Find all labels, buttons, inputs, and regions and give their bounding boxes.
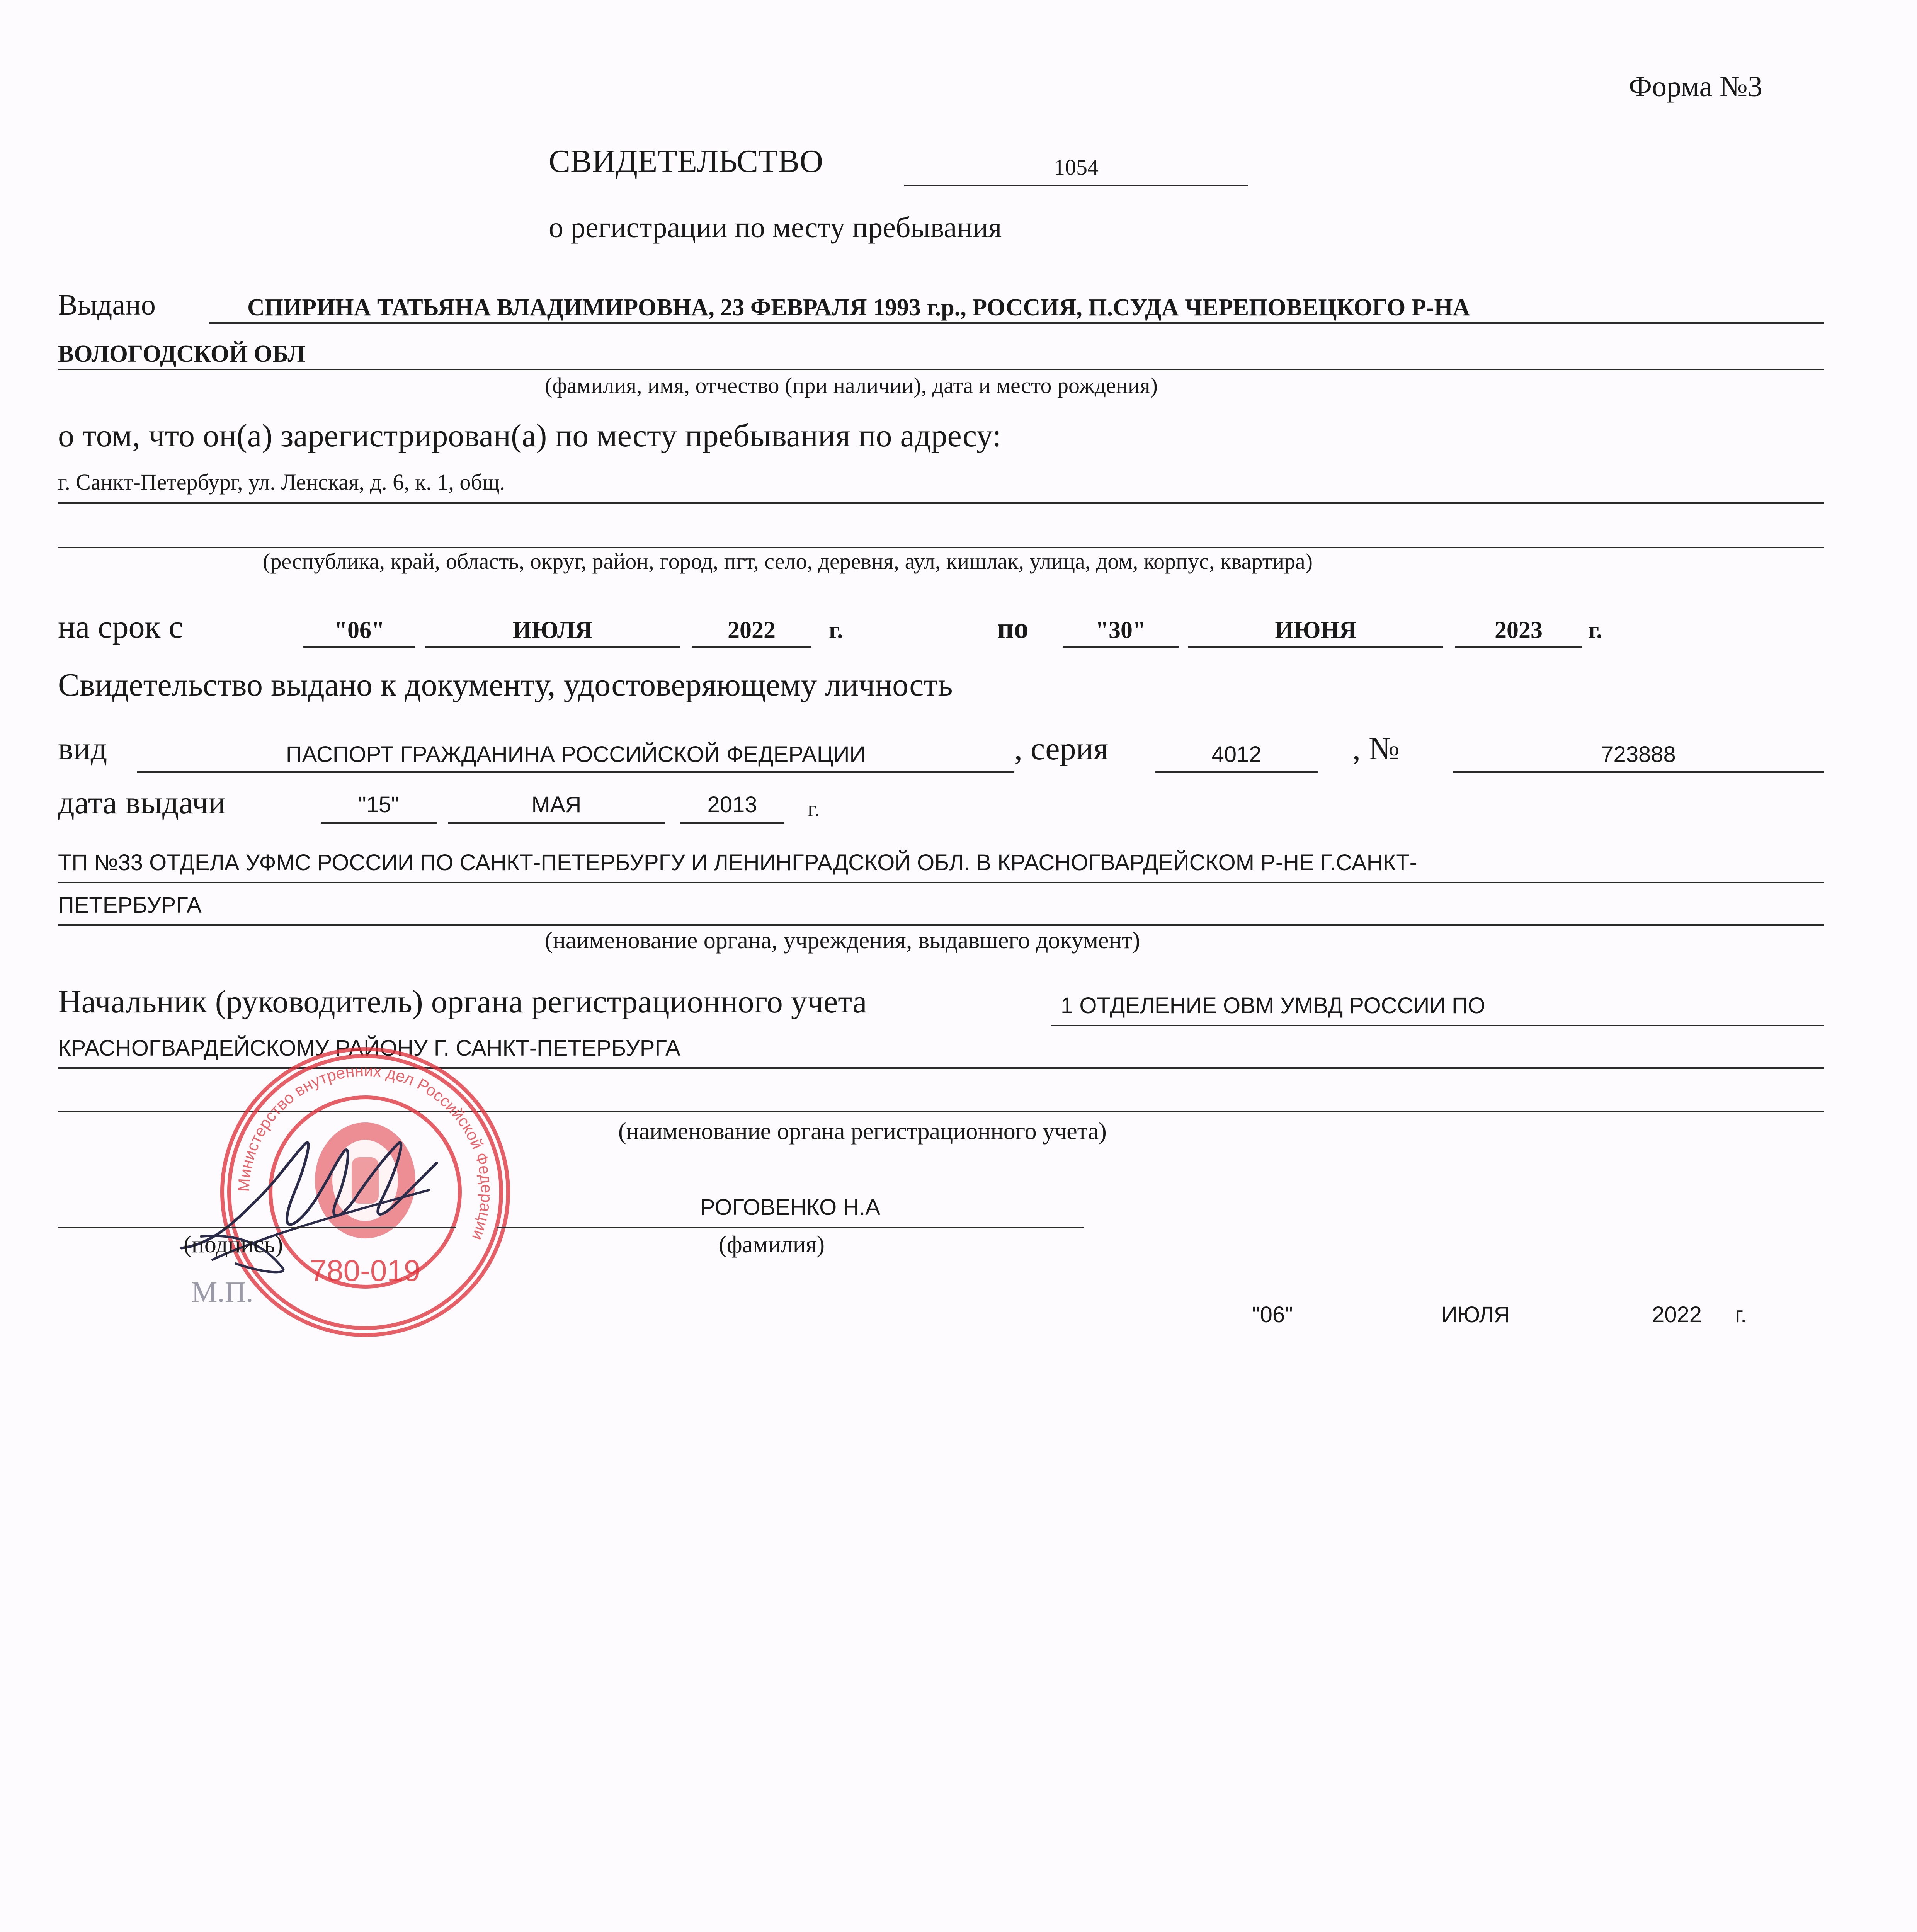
registration-office-label: Начальник (руководитель) органа регистрационного учета — [58, 984, 867, 1020]
term-to-year: 2023 — [1495, 617, 1543, 643]
issued-to-rule-1 — [209, 322, 1824, 324]
identity-doc-issue-day-line — [321, 822, 437, 824]
signing-date-suffix: г. — [1735, 1302, 1747, 1327]
identity-doc-type-label: вид — [58, 731, 107, 767]
signing-date-month: ИЮЛЯ — [1441, 1302, 1510, 1327]
signature-line — [58, 1227, 456, 1228]
identity-doc-intro: Свидетельство выдано к документу, удостоверяющему личность — [58, 667, 953, 703]
signature-caption: (подпись) — [184, 1231, 283, 1258]
term-to-day-line — [1063, 646, 1179, 648]
signing-date-day: "06" — [1252, 1302, 1293, 1327]
address-caption: (республика, край, область, округ, район, город, пгт, село, деревня, аул, кишлак, улица, дом, корпус, квартира) — [263, 549, 1313, 574]
identity-doc-series-label: , серия — [1014, 731, 1109, 767]
form-number: Форма №3 — [1629, 70, 1762, 103]
seal-place-caption: М.П. — [191, 1276, 253, 1308]
seal-ring-text: Министерство внутренних дел Российской Федерации — [234, 1061, 496, 1243]
identity-doc-number-line — [1453, 771, 1824, 773]
signing-date-year: 2022 — [1652, 1302, 1702, 1327]
identity-doc-issuer-line-1: ТП №33 ОТДЕЛА УФМС РОССИИ ПО САНКТ-ПЕТЕРБУРГУ И ЛЕНИНГРАДСКОЙ ОБЛ. В КРАСНОГВАРДЕЙСКОМ Р-НЕ Г.САНКТ- — [58, 850, 1417, 875]
term-to-day: "30" — [1095, 617, 1146, 643]
term-label: на срок с — [58, 609, 183, 645]
registration-office-rule-1 — [1051, 1025, 1824, 1026]
official-surname: РОГОВЕНКО Н.А — [700, 1195, 881, 1220]
term-to-year-line — [1455, 646, 1582, 648]
issued-to-label: Выдано — [58, 289, 156, 321]
term-to-month: ИЮНЯ — [1275, 617, 1357, 643]
identity-doc-issue-year-line — [680, 822, 784, 824]
identity-doc-issue-month-line — [448, 822, 665, 824]
registration-office-line-1: 1 ОТДЕЛЕНИЕ ОВМ УМВД РОССИИ ПО — [1061, 993, 1485, 1018]
identity-doc-issue-month: МАЯ — [531, 792, 582, 817]
identity-doc-type-value: ПАСПОРТ ГРАЖДАНИНА РОССИЙСКОЙ ФЕДЕРАЦИИ — [286, 742, 866, 767]
identity-doc-type-line — [137, 771, 1014, 773]
certificate-number: 1054 — [1054, 155, 1099, 180]
term-from-year-line — [692, 646, 811, 648]
identity-doc-issue-year: 2013 — [707, 792, 757, 817]
official-surname-line — [497, 1227, 1084, 1228]
identity-doc-number-label: , № — [1352, 731, 1400, 767]
identity-doc-series-line — [1155, 771, 1318, 773]
issued-to-line-2: ВОЛОГОДСКОЙ ОБЛ — [58, 341, 306, 367]
term-to-label: по — [997, 612, 1029, 645]
document-title: СВИДЕТЕЛЬСТВО — [549, 143, 823, 179]
term-to-year-suffix: г. — [1588, 617, 1602, 643]
address-rule-1 — [58, 502, 1824, 504]
term-from-year: 2022 — [728, 617, 776, 643]
address-intro: о том, что он(а) зарегистрирован(а) по месту пребывания по адресу: — [58, 418, 1002, 454]
term-from-day: "06" — [334, 617, 385, 643]
term-to-month-line — [1188, 646, 1443, 648]
term-from-day-line — [303, 646, 415, 648]
identity-doc-issuer-line-2: ПЕТЕРБУРГА — [58, 893, 202, 918]
signature-scribble — [166, 1121, 444, 1283]
identity-doc-issue-day: "15" — [358, 792, 399, 817]
identity-doc-number-value: 723888 — [1601, 742, 1676, 767]
issued-to-rule-2 — [58, 369, 1824, 370]
document-subtitle: о регистрации по месту пребывания — [549, 211, 1002, 244]
registration-office-line-2: КРАСНОГВАРДЕЙСКОМУ РАЙОНУ Г. САНКТ-ПЕТЕРБУРГА — [58, 1036, 680, 1061]
address-rule-2 — [58, 547, 1824, 548]
official-surname-caption: (фамилия) — [719, 1231, 825, 1258]
term-from-month: ИЮЛЯ — [513, 617, 592, 643]
identity-doc-series-value: 4012 — [1211, 742, 1262, 767]
identity-doc-issue-date-label: дата выдачи — [58, 785, 226, 821]
identity-doc-issuer-rule-1 — [58, 882, 1824, 883]
certificate-number-line — [904, 185, 1248, 186]
issued-to-caption: (фамилия, имя, отчество (при наличии), дата и место рождения) — [545, 373, 1158, 398]
identity-doc-issue-year-suffix: г. — [808, 796, 820, 821]
registration-office-caption: (наименование органа регистрационного учета) — [618, 1118, 1107, 1145]
term-from-month-line — [425, 646, 680, 648]
address-value: г. Санкт-Петербург, ул. Ленская, д. 6, к. 1, общ. — [58, 469, 505, 495]
issued-to-line-1: СПИРИНА ТАТЬЯНА ВЛАДИМИРОВНА, 23 ФЕВРАЛЯ 1993 г.р., РОССИЯ, П.СУДА ЧЕРЕПОВЕЦКОГО Р-НА — [247, 294, 1470, 321]
identity-doc-issuer-caption: (наименование органа, учреждения, выдавшего документ) — [545, 927, 1140, 954]
identity-doc-issuer-rule-2 — [58, 924, 1824, 926]
seal-code: 780-019 — [310, 1253, 421, 1287]
term-from-year-suffix: г. — [829, 617, 843, 643]
